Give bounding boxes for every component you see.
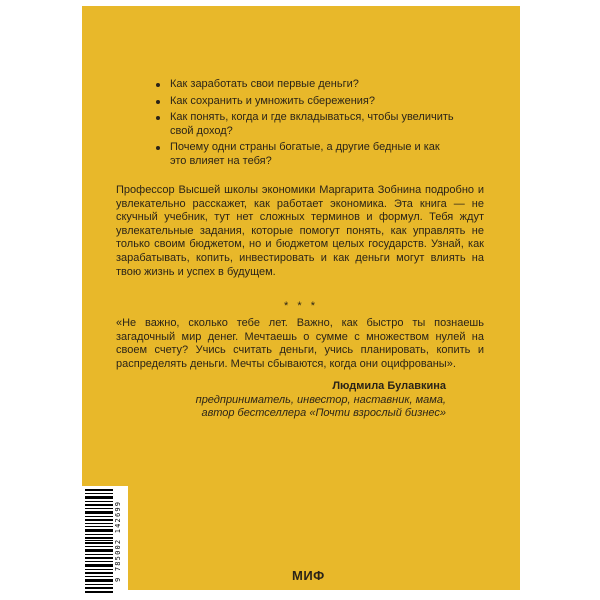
- bullet-icon: [156, 100, 160, 104]
- isbn-number: 9 785002 142699: [114, 500, 122, 582]
- barcode: [82, 486, 128, 596]
- publisher-logo: МИФ: [292, 568, 325, 583]
- question-item: Почему одни страны богатые, а другие бедные и как это влияет на тебя?: [154, 141, 454, 168]
- bullet-icon: [156, 146, 160, 150]
- barcode-icon: [85, 489, 113, 593]
- bullet-icon: [156, 116, 160, 120]
- separator: * * *: [284, 300, 318, 312]
- bullet-icon: [156, 83, 160, 87]
- quote-author: [196, 380, 446, 421]
- quote: «Не важно, сколько тебе лет. Важно, как быстро ты познаешь загадочный мир денег. Мечтаешь о сумме с множеством нулей на своем счету? Учись считать деньги, учись планировать, копить и распределять деньги. Мечты сбываются, когда они оцифрованы».: [116, 317, 484, 370]
- question-list: [154, 78, 454, 171]
- author-name: Людмила Булавкина: [332, 380, 446, 392]
- book-description: Профессор Высшей школы экономики Маргарита Зобнина подробно и увлекательно расскажет, как работает экономика. Эта книга — не скучный учебник, тут нет сложных терминов и формул. Тебя ждут увлекательные задания, которые помогут понять, как управлять не только своим бюджетом, но и бюджетом целых государств. Узнай, как зарабатывать, копить, инвестировать и как деньги могут влиять на твою жизнь и успех в будущем.: [116, 184, 484, 278]
- question-item: Как заработать свои первые деньги?: [154, 78, 454, 92]
- question-item: Как сохранить и умножить сбережения?: [154, 95, 454, 109]
- author-role-1: предприниматель, инвестор, наставник, мама,: [195, 393, 446, 406]
- author-role-2: автор бестселлера «Почти взрослый бизнес»: [201, 407, 446, 420]
- question-item: Как понять, когда и где вкладываться, чтобы увеличить свой доход?: [154, 111, 454, 138]
- back-cover: [82, 6, 520, 590]
